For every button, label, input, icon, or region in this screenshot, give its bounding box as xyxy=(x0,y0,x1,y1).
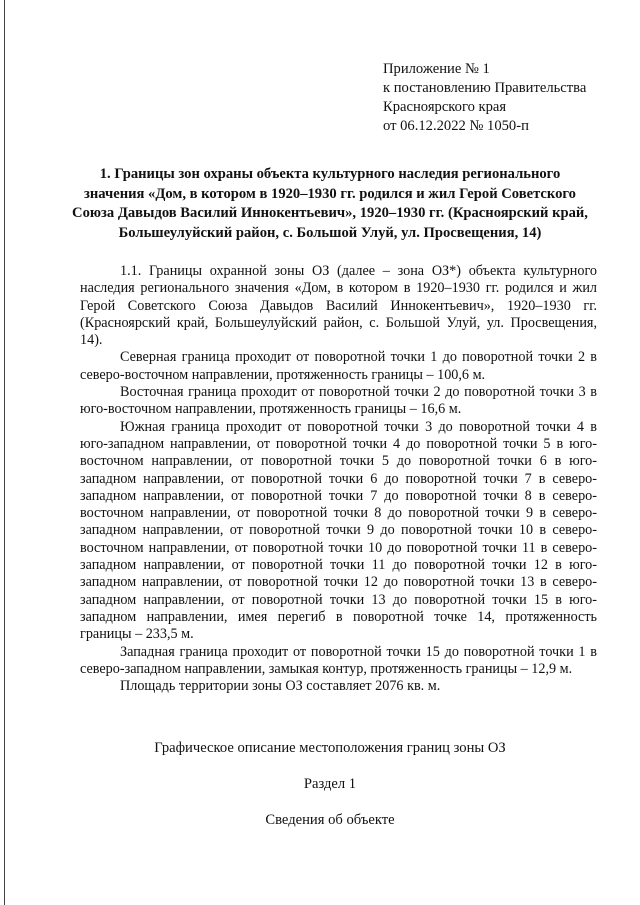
paragraph-west-boundary: Западная граница проходит от поворотной точки 15 до поворотной точки 1 в северо-западном направлении, замыкая контур, протяженность границы – 12,9 м. xyxy=(80,643,597,677)
document-heading: 1. Границы зон охраны объекта культурного наследия регионального значения «Дом, в котором в 1920–1930 гг. родился и жил Герой Советского Союза Давыдов Василий Иннокентьевич», 1920–1930 гг. (Красноярский край, Большеулуйский район, с. Большой Улуй, ул. Просвещения, 14) xyxy=(72,166,588,241)
appendix-line-2: к постановлению Правительства xyxy=(383,80,587,96)
paragraph-area: Площадь территории зоны ОЗ составляет 2076 кв. м. xyxy=(120,678,441,695)
appendix-line-1: Приложение № 1 xyxy=(383,61,490,77)
paragraph-east-boundary: Восточная граница проходит от поворотной точки 2 до поворотной точки 3 в юго-восточном направлении, протяженность границы – 16,6 м. xyxy=(80,384,597,418)
paragraph-north-boundary: Северная граница проходит от поворотной точки 1 до поворотной точки 2 в северо-восточном направлении, протяженность границы – 100,6 м. xyxy=(80,349,597,383)
paragraph-south-boundary: Южная граница проходит от поворотной точки 3 до поворотной точки 4 в юго-западном направлении, от поворотной точки 4 до поворотной точки 5 в юго-восточном направлении, от поворотной точки 5 до поворотной точки 6 в юго-западном направлении, от поворотной точки 6 до поворотной точки 7 в северо-западном направлении, от поворотной точки 7 до поворотной точки 8 в северо-восточном направлении, от поворотной точки 8 до поворотной точки 9 в северо-западном направлении, от поворотной точки 9 до поворотной точки 10 в северо-восточном направлении, от поворотной точки 10 до поворотной точки 11 в северо-западном направлении, от поворотной точки 11 до поворотной точки 12 в юго-западном направлении, от поворотной точки 12 до поворотной точки 13 в северо-западном направлении, от поворотной точки 13 до поворотной точки 15 в юго-западном направлении, имея перегиб в поворотной точке 14, протяженность границы – 233,5 м. xyxy=(80,418,597,643)
section-title: Раздел 1 xyxy=(303,776,357,792)
appendix-line-4: от 06.12.2022 № 1050-п xyxy=(383,118,529,134)
graphic-description-title: Графическое описание местоположения границ зоны ОЗ xyxy=(154,740,506,756)
page-edge-line xyxy=(4,0,5,905)
section-subtitle: Сведения об объекте xyxy=(265,812,395,828)
appendix-block xyxy=(383,60,586,136)
paragraph-boundaries-intro: 1.1. Границы охранной зоны ОЗ (далее – зона ОЗ*) объекта культурного наследия регионального значения «Дом, в котором в 1920–1930 гг. родился и жил Герой Советского Союза Давыдов Василий Иннокентьевич», 1920–1930 гг. (Красноярский край, Большеулуйский район, с. Большой Улуй, ул. Просвещения, 14). xyxy=(80,263,597,349)
document-body xyxy=(80,263,597,695)
appendix-line-3: Красноярского края xyxy=(383,99,507,115)
